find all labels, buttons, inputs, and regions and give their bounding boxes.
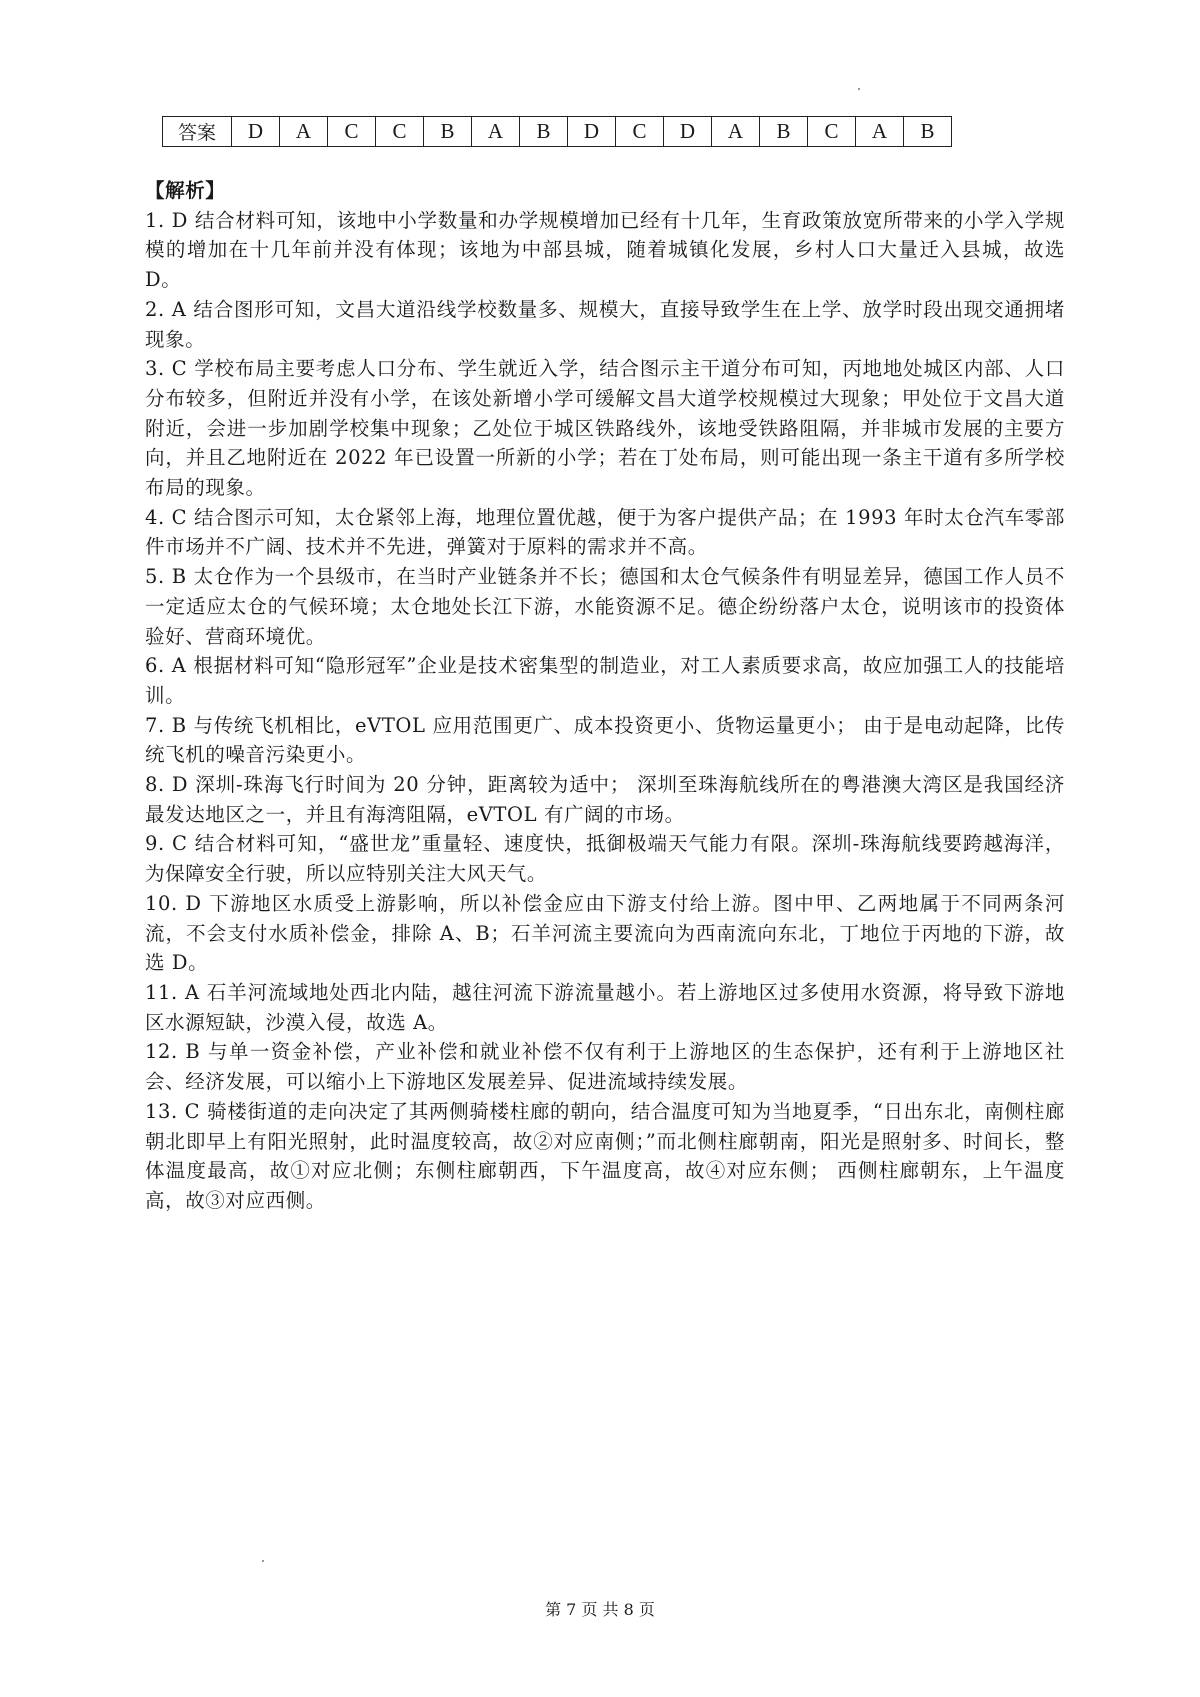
answer-cell: D — [664, 117, 712, 147]
answer-cell: A — [280, 117, 328, 147]
answer-cell: C — [616, 117, 664, 147]
answer-row — [163, 117, 952, 147]
answer-cell: C — [376, 117, 424, 147]
answer-cell: A — [856, 117, 904, 147]
analysis-section — [145, 176, 1065, 1216]
answer-cell: B — [760, 117, 808, 147]
answer-table — [162, 116, 952, 147]
answer-cell: A — [472, 117, 520, 147]
explanation-paragraph: 5. B 太仓作为一个县级市，在当时产业链条并不长；德国和太仓气候条件有明显差异，德国工作人员不一定适应太仓的气候环境；太仓地处长江下游，水能资源不足。德企纷纷落户太仓，说明该市的投资体验好、营商环境优。 — [145, 565, 1065, 648]
answer-cell: C — [808, 117, 856, 147]
explanation-paragraph: 6. A 根据材料可知“隐形冠军”企业是技术密集型的制造业，对工人素质要求高，故应加强工人的技能培训。 — [145, 654, 1065, 707]
explanation-paragraph: 4. C 结合图示可知，太仓紧邻上海，地理位置优越，便于为客户提供产品；在 1993 年时太仓汽车零部件市场并不广阔、技术并不先进，弹簧对于原料的需求并不高。 — [145, 505, 1065, 559]
explanation-paragraph: 3. C 学校布局主要考虑人口分布、学生就近入学，结合图示主干道分布可知，丙地地处城区内部、人口分布较多，但附近并没有小学，在该处新增小学可缓解文昌大道学校规模过大现象；甲处位于文昌大道附近，会进一步加剧学校集中现象；乙处位于城区铁路线外，该地受铁路阻隔，并非城市发展的主要方向，并且乙地附近在 2022 年已设置一所新的小学；若在丁处布局，则可能出现一条主干道有多所学校布局的现象。 — [145, 357, 1065, 500]
explanation-paragraph: 1. D 结合材料可知，该地中小学数量和办学规模增加已经有十几年，生育政策放宽所带来的小学入学规模的增加在十几年前并没有体现；该地为中部县城，随着城镇化发展，乡村人口大量迁入县城，故选 D。 — [145, 208, 1065, 292]
answer-cell: A — [712, 117, 760, 147]
explanation-paragraph: 9. C 结合材料可知，“盛世龙”重量轻、速度快，抵御极端天气能力有限。深圳-珠海航线要跨越海洋，为保障安全行驶，所以应特别关注大风天气。 — [145, 832, 1065, 886]
answer-cell: B — [904, 117, 952, 147]
explanation-paragraph: 10. D 下游地区水质受上游影响，所以补偿金应由下游支付给上游。图中甲、乙两地属于不同两条河流，不会支付水质补偿金，排除 A、B；石羊河流主要流向为西南流向东北，丁地位于丙地的下游，故选 D。 — [145, 891, 1065, 975]
answer-cell: D — [568, 117, 616, 147]
explanation-paragraph: 13. C 骑楼街道的走向决定了其两侧骑楼柱廊的朝向，结合温度可知为当地夏季，“日出东北，南侧柱廊朝北即早上有阳光照射，此时温度较高，故②对应南侧；”而北侧柱廊朝南，阳光是照射多、时间长，整体温度最高，故①对应北侧；东侧柱廊朝西，下午温度高，故④对应东侧； 西侧柱廊朝东，上午温度高，故③对应西侧。 — [145, 1099, 1065, 1212]
section-title: 【解析】 — [145, 179, 226, 202]
scan-speck — [858, 88, 860, 90]
answer-cell: B — [424, 117, 472, 147]
answer-cell: B — [520, 117, 568, 147]
answer-header-cell: 答案 — [163, 117, 232, 147]
explanation-paragraph: 7. B 与传统飞机相比，eVTOL 应用范围更广、成本投资更小、货物运量更小； 由于是电动起降，比传统飞机的噪音污染更小。 — [145, 713, 1065, 767]
explanation-paragraph: 2. A 结合图形可知，文昌大道沿线学校数量多、规模大，直接导致学生在上学、放学时段出现交通拥堵现象。 — [145, 297, 1065, 351]
explanation-paragraph: 11. A 石羊河流域地处西北内陆，越往河流下游流量越小。若上游地区过多使用水资源，将导致下游地区水源短缺，沙漠入侵，故选 A。 — [145, 980, 1065, 1034]
page-footer: 第 7 页 共 8 页 — [545, 1600, 655, 1619]
answer-cell: D — [232, 117, 280, 147]
explanation-paragraph: 12. B 与单一资金补偿，产业补偿和就业补偿不仅有利于上游地区的生态保护，还有利于上游地区社会、经济发展，可以缩小上下游地区发展差异、促进流域持续发展。 — [145, 1040, 1065, 1094]
answer-cell: C — [328, 117, 376, 147]
explanation-paragraph: 8. D 深圳-珠海飞行时间为 20 分钟，距离较为适中； 深圳至珠海航线所在的粤港澳大湾区是我国经济最发达地区之一，并且有海湾阻隔，eVTOL 有广阔的市场。 — [145, 773, 1065, 826]
scan-speck — [262, 1560, 264, 1562]
